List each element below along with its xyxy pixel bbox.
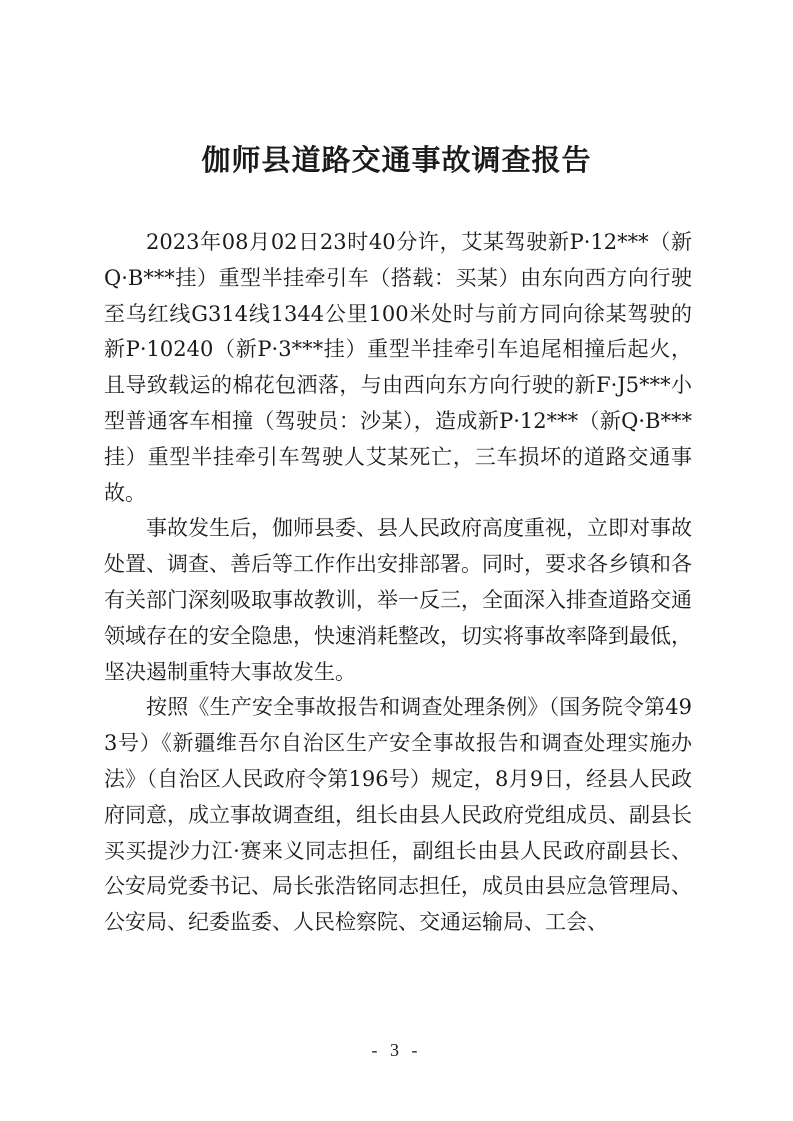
paragraph-accident-summary: 2023年08月02日23时40分许，艾某驾驶新P·12***（新Q·B***挂）重型半挂牵引车（搭载：买某）由东向西方向行驶至乌红线G314线1344公里100米处时与前方同向徐某驾驶的新P·10240（新P·3***挂）重型半挂牵引车追尾相撞后起火，且导致载运的棉花包洒落，与由西向东方向行驶的新F·J5***小型普通客车相撞（驾驶员：沙某），造成新P·12***（新Q·B***挂）重型半挂牵引车驾驶人艾某死亡，三车损坏的道路交通事故。: [104, 230, 692, 505]
page-number: - 3 -: [371, 1040, 422, 1060]
document-body: [104, 225, 692, 941]
paragraph-response: 事故发生后，伽师县委、县人民政府高度重视，立即对事故处置、调查、善后等工作作出安排部署。同时，要求各乡镇和各有关部门深刻吸取事故教训，举一反三，全面深入排查道路交通领域存在的安全隐患，快速消耗整改，切实将事故率降到最低，坚决遏制重特大事故发生。: [104, 516, 692, 684]
document-title: 伽师县道路交通事故调查报告: [201, 143, 592, 177]
paragraph-investigation: 按照《生产安全事故报告和调查处理条例》（国务院令第493号）《新疆维吾尔自治区生产安全事故报告和调查处理实施办法》（自治区人民政府令第196号）规定，8月9日，经县人民政府同意，成立事故调查组，组长由县人民政府党组成员、副县长买买提沙力江·赛来义同志担任，副组长由县人民政府副县长、公安局党委书记、局长张浩铭同志担任，成员由县应急管理局、公安局、纪委监委、人民检察院、交通运输局、工会、: [104, 695, 692, 935]
